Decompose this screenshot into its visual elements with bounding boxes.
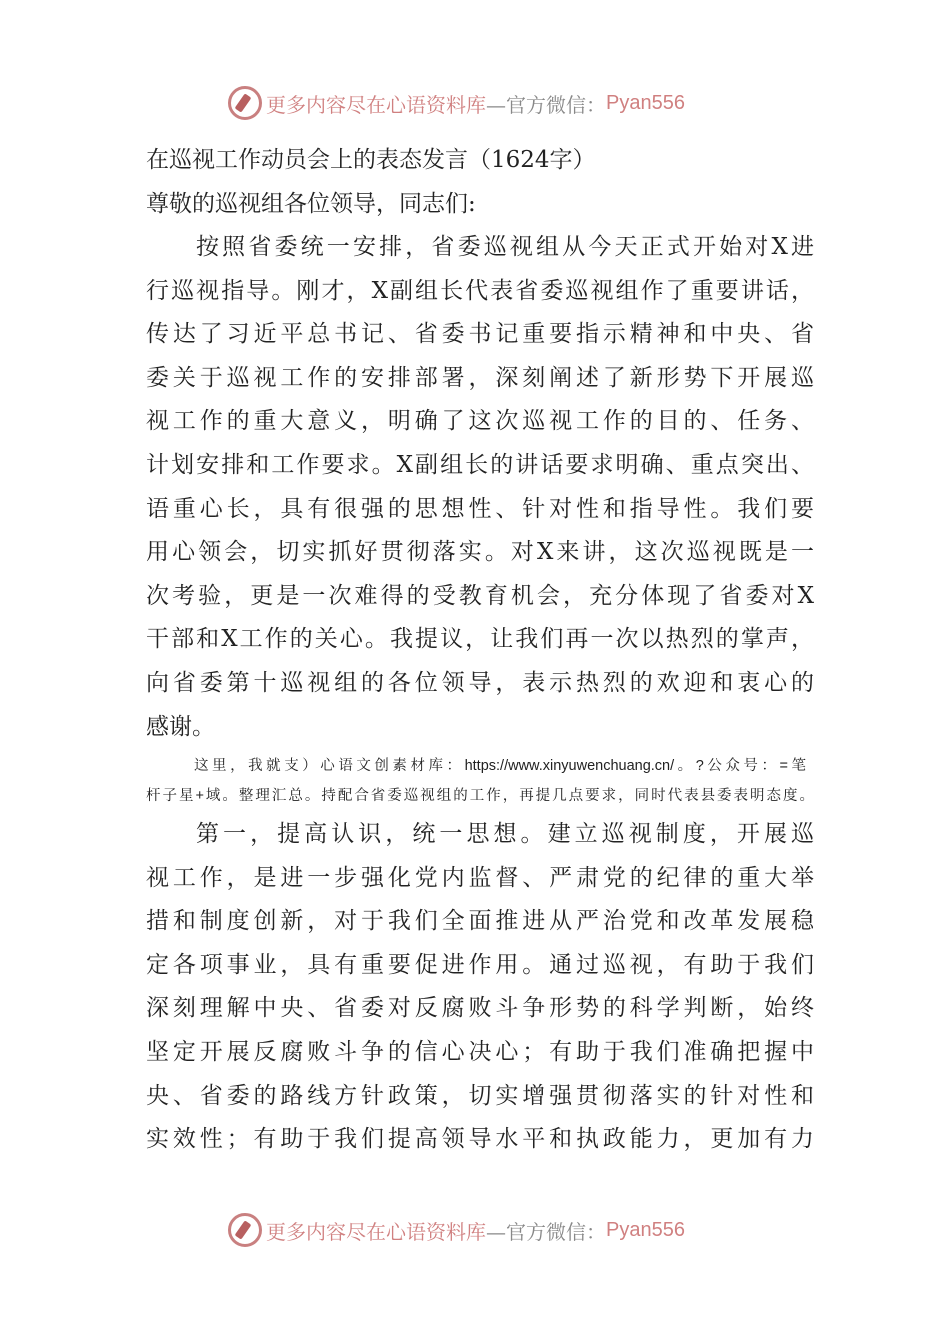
text-line: 央、省委的路线方针政策，切实增强贯彻落实的针对性和 [146,1082,814,1109]
footer-watermark [228,1212,728,1248]
text-line: 传达了习近平总书记、省委书记重要指示精神和中央、省 [146,321,814,348]
text-line: 行巡视指导。刚才，X副组长代表省委巡视组作了重要讲话， [146,277,814,304]
text-line: 次考验，更是一次难得的受教育机会，充分体现了省委对X [146,582,814,609]
text-line: 视工作的重大意义，明确了这次巡视工作的目的、任务、 [146,408,814,435]
text-line: 深刻理解中央、省委对反腐败斗争形势的科学判断，始终 [146,995,814,1022]
text-line: 这里，我就支）心语文创素材库：https://www.xinyuwenchuang.cn/。?公众号：=笔 [194,758,806,774]
watermark-text: —官方微信： [486,92,606,117]
pen-logo-icon [228,86,262,120]
text-line: 坚定开展反腐败斗争的信心决心；有助于我们准确把握中 [146,1039,814,1065]
text-line: 计划安排和工作要求。X副组长的讲话要求明确、重点突出、 [146,452,814,478]
text-line: 视工作，是进一步强化党内监督、严肃党的纪律的重大举 [146,864,814,891]
text-line: 委关于巡视工作的安排部署，深刻阐述了新形势下开展巡 [146,364,814,391]
watermark-id: Pyan556 [606,1218,685,1241]
text-line: 按照省委统一安排，省委巡视组从今天正式开始对X进 [196,234,814,260]
text-line: 感谢。 [146,713,215,740]
watermark-id: Pyan556 [606,91,685,114]
text-line: 干部和X工作的关心。我提议，让我们再一次以热烈的掌声， [146,626,814,653]
watermark-text: 更多内容尽在心语资料库 [266,1219,486,1244]
text-line: 用心领会，切实抓好贯彻落实。对X来讲，这次巡视既是一 [146,539,814,566]
text-line: 向省委第十巡视组的各位领导，表示热烈的欢迎和衷心的 [146,670,814,696]
text-line: 第一，提高认识，统一思想。建立巡视制度，开展巡 [196,821,814,847]
salutation: 尊敬的巡视组各位领导，同志们: [146,191,476,217]
text-line: 定各项事业，具有重要促进作用。通过巡视，有助于我们 [146,951,814,978]
text-line: 措和制度创新，对于我们全面推进从严治党和改革发展稳 [146,908,814,935]
text-line: 语重心长，具有很强的思想性、针对性和指导性。我们要 [146,495,814,522]
header-watermark [228,85,728,121]
document-title: 在巡视工作动员会上的表态发言（1624字） [146,147,596,173]
text-line: 实效性；有助于我们提高领导水平和执政能力，更加有力 [146,1126,814,1153]
watermark-text: 更多内容尽在心语资料库 [266,92,486,117]
pen-logo-icon [228,1213,262,1247]
watermark-text: —官方微信： [486,1219,606,1244]
text-line: 杆子星+域。整理汇总。持配合省委巡视组的工作，再提几点要求，同时代表县委表明态度。 [146,788,814,804]
